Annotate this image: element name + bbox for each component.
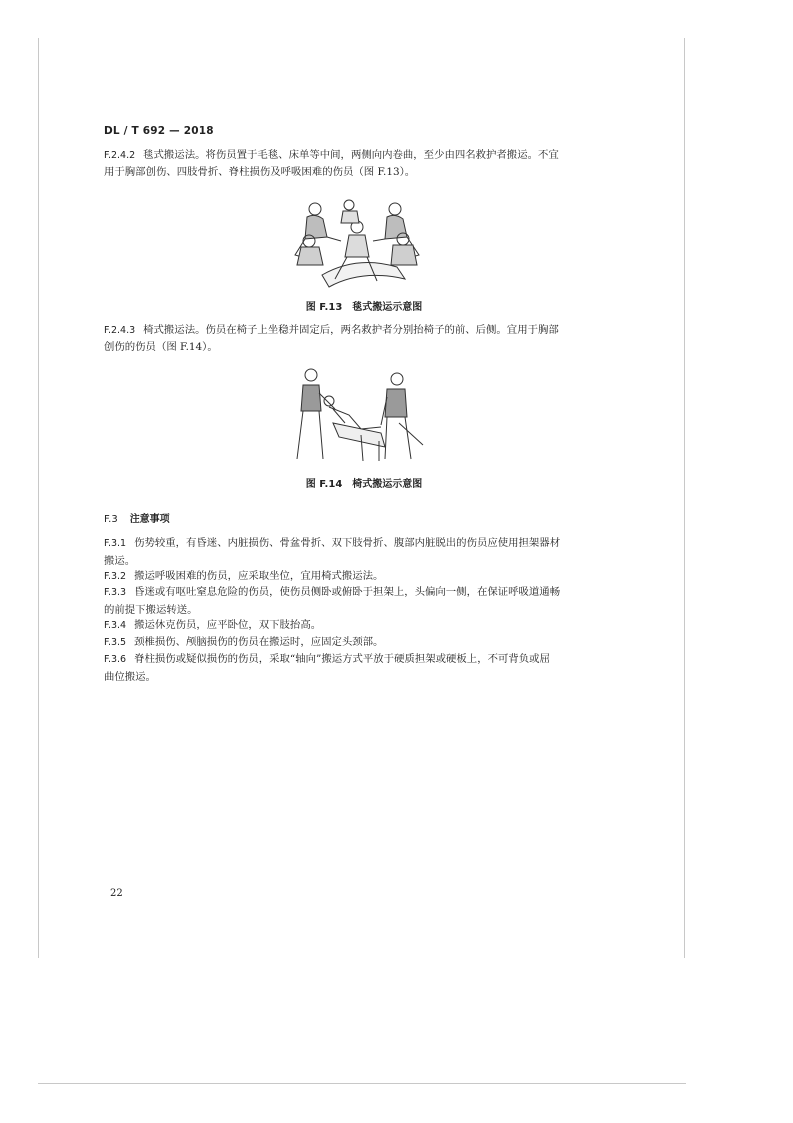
figure-title: 椅式搬运示意图 <box>352 479 423 490</box>
clause-text-line2: 的前提下搬运转送。 <box>104 603 198 616</box>
figure-f13-illustration <box>287 195 429 289</box>
clause-f36 <box>104 651 624 685</box>
section-f3-heading <box>104 510 170 525</box>
clause-number: F.3.2 <box>104 571 127 582</box>
section-title: 注意事项 <box>129 514 170 525</box>
clause-f34 <box>104 617 624 635</box>
figure-f14-caption <box>104 475 624 490</box>
figure-title: 毯式搬运示意图 <box>352 302 423 313</box>
clause-text-line2: 用于胸部创伤、四肢骨折、脊柱损伤及呼吸困难的伤员（图 F.13）。 <box>104 166 416 178</box>
clause-f32 <box>104 568 624 586</box>
clause-text-line1: 搬运呼吸困难的伤员，应采取坐位，宜用椅式搬运法。 <box>134 570 384 582</box>
clause-text-line1: 昏迷或有呕吐窒息危险的伤员，使伤员侧卧或俯卧于担架上，头偏向一侧，在保证呼吸道通畅 <box>134 586 561 598</box>
figure-number: 图 F.13 <box>305 302 343 313</box>
clause-number: F.3.5 <box>104 637 127 648</box>
clause-number: F.3.6 <box>104 654 127 665</box>
clause-f31 <box>104 535 624 569</box>
standard-header: DL / T 692 — 2018 <box>104 125 214 137</box>
clause-text-line1: 搬运休克伤员，应平卧位，双下肢抬高。 <box>134 619 322 631</box>
clause-number: F.3.4 <box>104 620 127 631</box>
figure-f13-caption <box>104 298 624 313</box>
left-margin-line <box>38 38 39 958</box>
clause-number: F.2.4.3 <box>104 325 136 336</box>
page-number: 22 <box>110 888 123 899</box>
clause-f35 <box>104 634 624 652</box>
clause-text-line2: 搬运。 <box>104 554 136 567</box>
clause-text-line1: 伤势较重，有昏迷、内脏损伤、骨盆骨折、双下肢骨折、腹部内脏脱出的伤员应使用担架器材 <box>134 537 561 549</box>
clause-text-line2: 曲位搬运。 <box>104 670 156 683</box>
section-number: F.3 <box>104 514 118 525</box>
clause-text-line1: 脊柱损伤或疑似损伤的伤员，采取“轴向”搬运方式平放于硬质担架或硬板上，不可背负或屈 <box>134 653 550 665</box>
paragraph-f242 <box>104 147 624 181</box>
clause-number: F.3.3 <box>104 587 127 598</box>
figure-number: 图 F.14 <box>305 479 343 490</box>
right-margin-line <box>684 38 685 958</box>
bottom-divider <box>38 1083 686 1084</box>
clause-text-line1: 毯式搬运法。将伤员置于毛毯、床单等中间，两侧向内卷曲，至少由四名救护者搬运。不宜 <box>143 149 559 161</box>
clause-f33 <box>104 584 624 618</box>
clause-text-line2: 创伤的伤员（图 F.14）。 <box>104 341 218 353</box>
paragraph-f243 <box>104 322 624 356</box>
figure-f14-illustration <box>289 363 429 463</box>
clause-text-line1: 椅式搬运法。伤员在椅子上坐稳并固定后，两名救护者分别抬椅子的前、后侧。宜用于胸部 <box>143 324 559 336</box>
clause-text-line1: 颈椎损伤、颅脑损伤的伤员在搬运时，应固定头颈部。 <box>134 636 384 648</box>
clause-number: F.2.4.2 <box>104 150 136 161</box>
clause-number: F.3.1 <box>104 538 127 549</box>
